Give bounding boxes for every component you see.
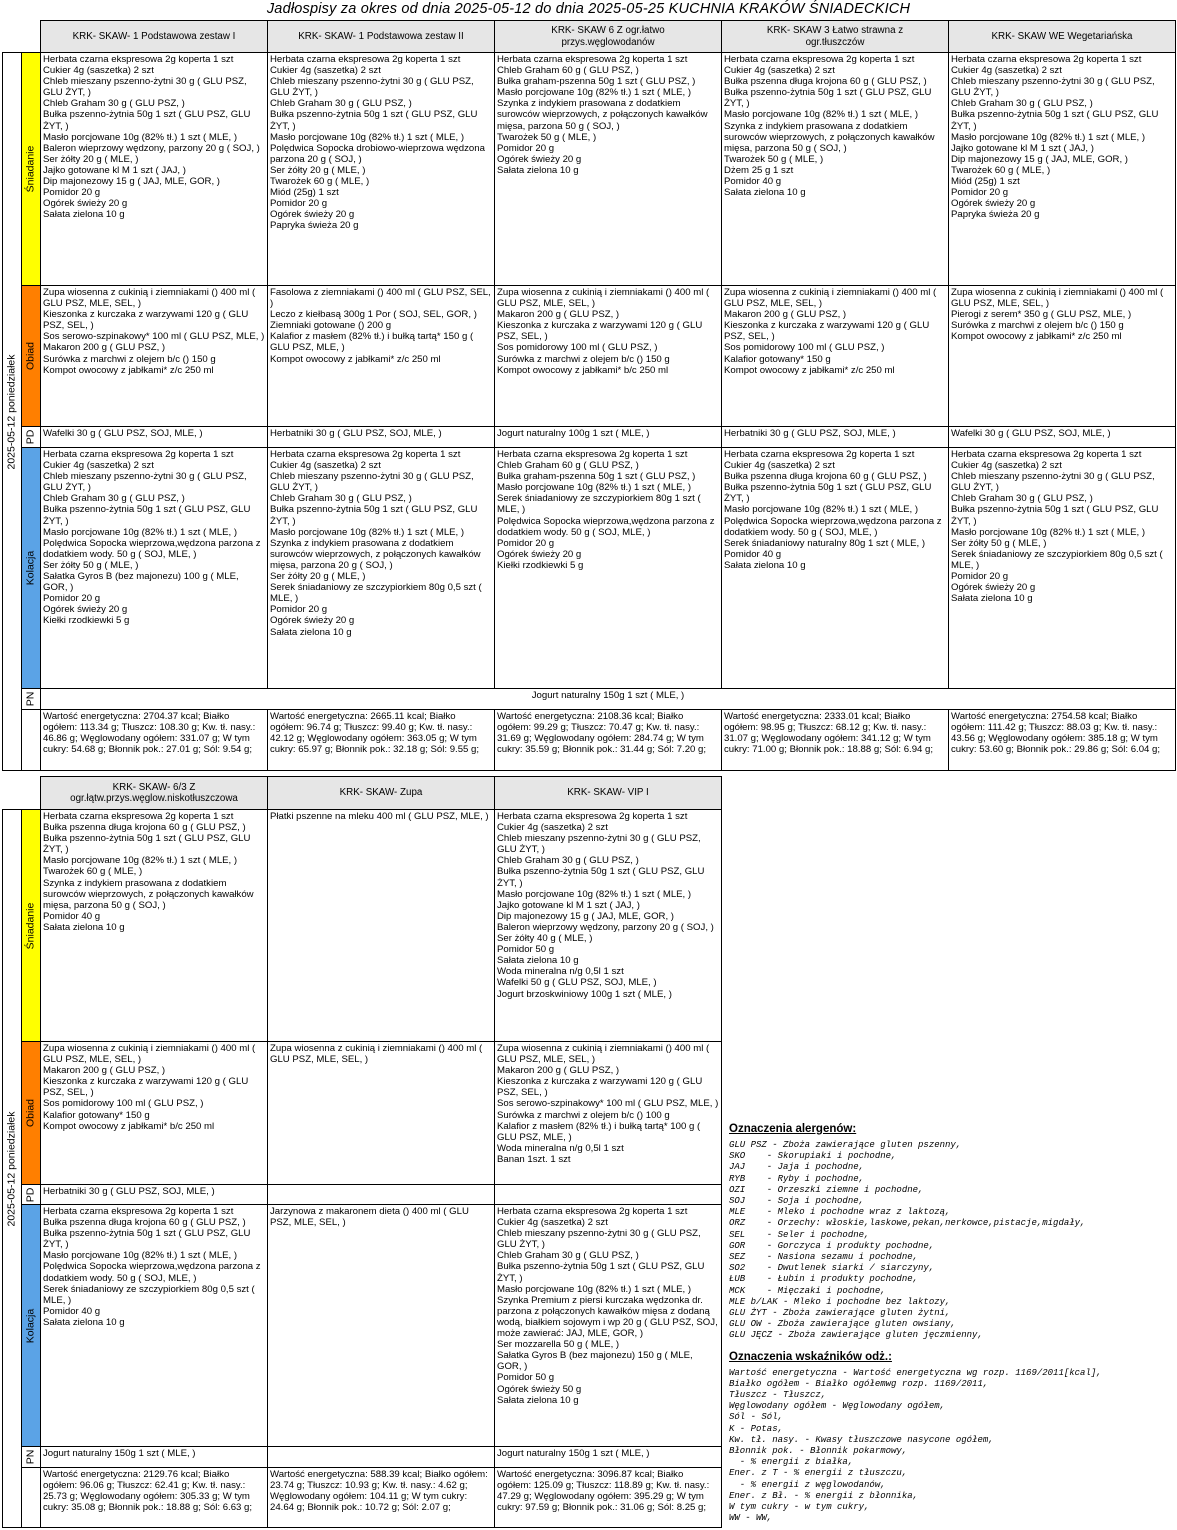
corner-blank xyxy=(3,21,41,53)
menu-cell: Herbata czarna ekspresowa 2g koperta 1 szt Cukier 4g (saszetka) 2 szt Chleb mieszany pszenno-żytni 30 g ( GLU PSZ, GLU ŻYT, ) Chleb Graham 30 g ( GLU PSZ, ) Bułka pszenno-żytnia 50g 1 szt ( GLU PSZ, GLU ŻYT, ) Masło porcjowane 10g (82% tł.) 1 szt ( MLE, ) Polędwica Sopocka drobiowo-wieprzowa wędzona parzona 20 g ( SOJ, ) Ser żółty 20 g ( MLE, ) Twarożek 60 g ( MLE, ) Miód (25g) 1 szt Pomidor 20 g Ogórek świeży 20 g Papryka świeża 20 g xyxy=(268,53,495,286)
menu-cell: Jogurt naturalny 150g 1 szt ( MLE, ) xyxy=(41,1447,268,1468)
allergens-legend-title: Oznaczenia alergenów: xyxy=(729,1123,857,1135)
menu-cell xyxy=(268,1447,495,1468)
allergen-line: SO2 - Dwutlenek siarki / siarczyny, xyxy=(729,1263,935,1274)
menu-cell: Herbata czarna ekspresowa 2g koperta 1 szt Cukier 4g (saszetka) 2 szt Chleb mieszany pszenno-żytni 30 g ( GLU PSZ, GLU ŻYT, ) Chleb Graham 30 g ( GLU PSZ, ) Bułka pszenno-żytnia 50g 1 szt ( GLU PSZ, GLU ŻYT, ) Masło porcjowane 10g (82% tł.) 1 szt ( MLE, ) Baleron wieprzowy wędzony, parzony 20 g ( SOJ, ) Ser żółty 20 g ( MLE, ) Jajko gotowane kl M 1 szt ( JAJ, ) Dip majonezowy 15 g ( JAJ, MLE, GOR, ) Pomidor 20 g Ogórek świeży 20 g Sałata zielona 10 g xyxy=(41,53,268,286)
diet-header: KRK- SKAW- VIP I xyxy=(495,777,722,810)
menu-cell: Zupa wiosenna z cukinią i ziemniakami () 400 ml ( GLU PSZ, MLE, SEL, ) Makaron 200 g ( GLU PSZ, ) Kieszonka z kurczaka z warzywami 120 g ( GLU PSZ, SEL, ) Sos pomidorowy 100 ml ( GLU PSZ, ) Surówka z marchwi z olejem b/c () 150 g Kompot owocowy z jabłkami* b/c 250 ml xyxy=(495,286,722,427)
corner-blank xyxy=(3,777,41,810)
allergen-line: MLE - Mleko i pochodne wraz z laktozą, xyxy=(729,1207,951,1218)
meal-label-dinner: Kolacja xyxy=(22,448,41,689)
allergen-line: GLU PSZ - Zboża zawierające gluten pszenny, xyxy=(729,1140,962,1150)
diet-header: KRK- SKAW- 1 Podstawowa zestaw I xyxy=(41,21,268,53)
diet-header: KRK- SKAW- 6/3 Z ogr.łątw.przys.węglow.niskotłuszczowa xyxy=(41,777,268,810)
menu-cell: Zupa wiosenna z cukinią i ziemniakami () 400 ml ( GLU PSZ, MLE, SEL, ) Makaron 200 g ( GLU PSZ, ) Kieszonka z kurczaka z warzywami 120 g ( GLU PSZ, SEL, ) Sos serowo-szpinakowy* 100 ml ( GLU PSZ, MLE, ) Surówka z marchwi z olejem b/c () 100 g Kalafior z masłem (82% tł.) i bułką tartą* 100 g ( GLU PSZ, MLE, ) Woda mineralna n/g 0,5l 1 szt Banan 1szt. 1 szt xyxy=(495,1042,722,1185)
menu-table-block-1 xyxy=(2,20,1176,771)
allergen-line: SKO - Skorupiaki i pochodne, xyxy=(729,1151,897,1162)
meal-label-pn: PN xyxy=(22,1447,41,1468)
menu-cell: Jogurt naturalny 150g 1 szt ( MLE, ) xyxy=(495,1447,722,1468)
nutrition-summary: Wartość energetyczna: 2108.36 kcal; Białko ogółem: 99.29 g; Tłuszcz: 70.47 g; Kw. tł. nasy.: 31.69 g; Węglowodany ogółem: 284.74 g; W tym cukry: 35.59 g; Błonnik pok.: 31.44 g; Sól: 7.20 g; xyxy=(495,710,722,771)
allergen-line: RYB - Ryby i pochodne, xyxy=(729,1173,865,1184)
allergen-line: GLU OW - Zboża zawierające gluten owsiany, xyxy=(729,1319,956,1330)
meal-label-pn: PN xyxy=(22,689,41,710)
menu-cell: Płatki pszenne na mleku 400 ml ( GLU PSZ, MLE, ) xyxy=(268,810,495,1042)
allergen-line: GLU JĘCZ - Zboża zawierające gluten jęczmienny, xyxy=(729,1330,983,1341)
allergen-line: ORZ - Orzechy: włoskie,laskowe,pekan,nerkowce,pistacje,migdały, xyxy=(729,1218,1086,1229)
nutri-line: Węglowodany ogółem - Węglowodany ogółem, xyxy=(729,1401,946,1412)
nutrition-label-blank xyxy=(22,1468,41,1528)
meal-label-breakfast: Śniadanie xyxy=(22,810,41,1042)
nutrition-summary: Wartość energetyczna: 2129.76 kcal; Białko ogółem: 96.06 g; Tłuszcz: 62.41 g; Kw. tł. nasy.: 25.73 g; Węglowodany ogółem: 305.33 g; W tym cukry: 35.08 g; Błonnik pok.: 18.88 g; Sól: 6.63 g; xyxy=(41,1468,268,1528)
nutri-line: Ener. z Bł. - % energii z błonnika, xyxy=(729,1490,919,1501)
nutrition-legend-list xyxy=(729,1368,1174,1525)
nutri-line: - % energii z białka, xyxy=(729,1457,854,1468)
allergen-line: JAJ - Jaja i pochodne, xyxy=(729,1162,865,1173)
nutrition-legend-title: Oznaczenia wskaźników odż.: xyxy=(729,1350,892,1363)
meal-label-breakfast: Śniadanie xyxy=(22,53,41,286)
nutri-line: K - Potas, xyxy=(729,1423,784,1434)
nutri-line: Sól - Sól, xyxy=(729,1412,784,1423)
menu-cell: Jogurt naturalny 100g 1 szt ( MLE, ) xyxy=(495,427,722,448)
nutrition-summary: Wartość energetyczna: 2754.58 kcal; Białko ogółem: 111.42 g; Tłuszcz: 88.03 g; Kw. tł. nasy.: 43.56 g; Węglowodany ogółem: 385.18 g; W tym cukry: 53.60 g; Błonnik pok.: 29.86 g; Sól: 6.04 g; xyxy=(949,710,1176,771)
allergen-line: MLE b/LAK - Mleko i pochodne bez laktozy, xyxy=(729,1296,951,1307)
nutri-line: - % energii z węglowodanów, xyxy=(729,1479,886,1490)
menu-cell: Herbatniki 30 g ( GLU PSZ, SOJ, MLE, ) xyxy=(41,1185,268,1205)
nutrition-summary: Wartość energetyczna: 2704.37 kcal; Białko ogółem: 113.34 g; Tłuszcz: 108.30 g; Kw. tł. nasy.: 46.86 g; Węglowodany ogółem: 331.07 g; W tym cukry: 54.68 g; Błonnik pok.: 27.01 g; Sól: 9.54 g; xyxy=(41,710,268,771)
menu-cell: Herbata czarna ekspresowa 2g koperta 1 szt Chleb Graham 60 g ( GLU PSZ, ) Bułka graham-pszenna 50g 1 szt ( GLU PSZ, ) Masło porcjowane 10g (82% tł.) 1 szt ( MLE, ) Serek śniadaniowy ze szczypiorkiem 80g 1 szt ( MLE, ) Polędwica Sopocka wieprzowa,wędzona parzona z dodatkiem wody. 50 g ( SOJ, MLE, ) Pomidor 20 g Ogórek świeży 20 g Kiełki rzodkiewki 5 g xyxy=(495,448,722,689)
nutrition-summary: Wartość energetyczna: 3096.87 kcal; Białko ogółem: 125.09 g; Tłuszcz: 118.89 g; Kw. tł. nasy.: 47.29 g; Węglowodany ogółem: 395.29 g; W tym cukry: 97.59 g; Błonnik pok.: 31.06 g; Sól: 8.25 g; xyxy=(495,1468,722,1528)
meal-label-lunch: Obiad xyxy=(22,1042,41,1185)
menu-cell: Herbata czarna ekspresowa 2g koperta 1 szt Cukier 4g (saszetka) 2 szt Chleb mieszany pszenno-żytni 30 g ( GLU PSZ, GLU ŻYT, ) Chleb Graham 30 g ( GLU PSZ, ) Bułka pszenno-żytnia 50g 1 szt ( GLU PSZ, GLU ŻYT, ) Masło porcjowane 10g (82% tł.) 1 szt ( MLE, ) Polędwica Sopocka wieprzowa,wędzona parzona z dodatkiem wody. 50 g ( SOJ, MLE, ) Ser żółty 50 g ( MLE, ) Sałatka Gyros B (bez majonezu) 100 g ( MLE, GOR, ) Pomidor 20 g Ogórek świeży 20 g Kiełki rzodkiewki 5 g xyxy=(41,448,268,689)
menu-cell: Herbata czarna ekspresowa 2g koperta 1 szt Cukier 4g (saszetka) 2 szt Bułka pszenna długa krojona 60 g ( GLU PSZ, ) Bułka pszenno-żytnia 50g 1 szt ( GLU PSZ, GLU ŻYT, ) Masło porcjowane 10g (82% tł.) 1 szt ( MLE, ) Polędwica Sopocka wieprzowa,wędzona parzona z dodatkiem wody. 50 g ( SOJ, MLE, ) Serek śniadaniowy naturalny 80g 1 szt ( MLE, ) Pomidor 40 g Sałata zielona 10 g xyxy=(722,448,949,689)
allergen-line: SEL - Seler i pochodne, xyxy=(729,1229,870,1240)
diet-header: KRK- SKAW WE Wegetariańska xyxy=(949,21,1176,53)
nutri-line: W tym cukry - w tym cukry, xyxy=(729,1502,870,1513)
nutrition-label-blank xyxy=(22,710,41,771)
menu-cell: Herbata czarna ekspresowa 2g koperta 1 szt Cukier 4g (saszetka) 2 szt Chleb mieszany pszenno-żytni 30 g ( GLU PSZ, GLU ŻYT, ) Chleb Graham 30 g ( GLU PSZ, ) Bułka pszenno-żytnia 50g 1 szt ( GLU PSZ, GLU ŻYT, ) Masło porcjowane 10g (82% tł.) 1 szt ( MLE, ) Jajko gotowane kl M 1 szt ( JAJ, ) Dip majonezowy 15 g ( JAJ, MLE, GOR, ) Baleron wieprzowy wędzony, parzony 20 g ( SOJ, ) Ser żółty 40 g ( MLE, ) Pomidor 50 g Sałata zielona 10 g Woda mineralna n/g 0,5l 1 szt Wafelki 50 g ( GLU PSZ, SOJ, MLE, ) Jogurt brzoskwiniowy 100g 1 szt ( MLE, ) xyxy=(495,810,722,1042)
menu-cell: Zupa wiosenna z cukinią i ziemniakami () 400 ml ( GLU PSZ, MLE, SEL, ) Makaron 200 g ( GLU PSZ, ) Kieszonka z kurczaka z warzywami 120 g ( GLU PSZ, SEL, ) Sos pomidorowy 100 ml ( GLU PSZ, ) Kalafior gotowany* 150 g Kompot owocowy z jabłkami* z/c 250 ml xyxy=(722,286,949,427)
allergen-line: MCK - Mięczaki i pochodne, xyxy=(729,1285,886,1296)
allergen-line: SOJ - Soja i pochodne, xyxy=(729,1196,865,1207)
diet-header: KRK- SKAW 3 Łatwo strawna z ogr.tłuszczów xyxy=(722,21,949,53)
menu-cell: Fasolowa z ziemniakami () 400 ml ( GLU PSZ, SEL, ) Leczo z kiełbasą 300g 1 Por ( SOJ, SEL, GOR, ) Ziemniaki gotowane () 200 g Kalafior z masłem (82% tł.) i bułką tartą* 150 g ( GLU PSZ, MLE, ) Kompot owocowy z jabłkami* z/c 250 ml xyxy=(268,286,495,427)
page-title: Jadłospisy za okres od dnia 2025-05-12 do dnia 2025-05-25 KUCHNIA KRAKÓW ŚNIADECKICH xyxy=(266,1,911,17)
meal-label-pd: PD xyxy=(22,1185,41,1205)
menu-cell: Wafelki 30 g ( GLU PSZ, SOJ, MLE, ) xyxy=(41,427,268,448)
allergens-legend-list xyxy=(729,1140,1174,1342)
nutri-line: WW - WW, xyxy=(729,1513,773,1524)
menu-cell xyxy=(495,1185,722,1205)
menu-table-block-2 xyxy=(2,776,722,1528)
diet-header: KRK- SKAW- Zupa xyxy=(268,777,495,810)
nutri-line: Tłuszcz - Tłuszcz, xyxy=(729,1390,827,1401)
nutrition-summary: Wartość energetyczna: 2333.01 kcal; Białko ogółem: 98.95 g; Tłuszcz: 68.12 g; Kw. tł. nasy.: 31.07 g; Węglowodany ogółem: 341.12 g; W tym cukry: 71.00 g; Błonnik pok.: 18.88 g; Sól: 6.94 g; xyxy=(722,710,949,771)
meal-label-pd: PD xyxy=(22,427,41,448)
allergen-line: OZI - Orzeszki ziemne i pochodne, xyxy=(729,1184,924,1195)
menu-cell: Herbata czarna ekspresowa 2g koperta 1 szt Cukier 4g (saszetka) 2 szt Chleb mieszany pszenno-żytni 30 g ( GLU PSZ, GLU ŻYT, ) Chleb Graham 30 g ( GLU PSZ, ) Bułka pszenno-żytnia 50g 1 szt ( GLU PSZ, GLU ŻYT, ) Masło porcjowane 10g (82% tł.) 1 szt ( MLE, ) Jajko gotowane kl M 1 szt ( JAJ, ) Dip majonezowy 15 g ( JAJ, MLE, GOR, ) Twarożek 60 g ( MLE, ) Miód (25g) 1 szt Pomidor 20 g Ogórek świeży 20 g Papryka świeża 20 g xyxy=(949,53,1176,286)
menu-cell: Herbata czarna ekspresowa 2g koperta 1 szt Cukier 4g (saszetka) 2 szt Chleb mieszany pszenno-żytni 30 g ( GLU PSZ, GLU ŻYT, ) Chleb Graham 30 g ( GLU PSZ, ) Bułka pszenno-żytnia 50g 1 szt ( GLU PSZ, GLU ŻYT, ) Masło porcjowane 10g (82% tł.) 1 szt ( MLE, ) Szynka z indykiem prasowana z dodatkiem surowców wieprzowych, z połączonych kawałków mięsa, parzona 20 g ( SOJ, ) Ser żółty 20 g ( MLE, ) Serek śniadaniowy ze szczypiorkiem 80g 0,5 szt ( MLE, ) Pomidor 20 g Ogórek świeży 20 g Sałata zielona 10 g xyxy=(268,448,495,689)
menu-cell: Zupa wiosenna z cukinią i ziemniakami () 400 ml ( GLU PSZ, MLE, SEL, ) Pierogi z serem* 350 g ( GLU PSZ, MLE, ) Surówka z marchwi z olejem b/c () 150 g Kompot owocowy z jabłkami* z/c 250 ml xyxy=(949,286,1176,427)
menu-cell: Herbatniki 30 g ( GLU PSZ, SOJ, MLE, ) xyxy=(722,427,949,448)
nutri-line: Błonnik pok. - Błonnik pokarmowy, xyxy=(729,1446,908,1457)
diet-header: KRK- SKAW- 1 Podstawowa zestaw II xyxy=(268,21,495,53)
nutri-line: Kw. tł. nasy. - Kwasy tłuszczowe nasycone ogółem, xyxy=(729,1434,994,1445)
menu-cell: Zupa wiosenna z cukinią i ziemniakami () 400 ml ( GLU PSZ, MLE, SEL, ) Kieszonka z kurczaka z warzywami 120 g ( GLU PSZ, SEL, ) Sos serowo-szpinakowy* 100 ml ( GLU PSZ, MLE, ) Makaron 200 g ( GLU PSZ, ) Surówka z marchwi z olejem b/c () 150 g Kompot owocowy z jabłkami* z/c 250 ml xyxy=(41,286,268,427)
menu-cell: Zupa wiosenna z cukinią i ziemniakami () 400 ml ( GLU PSZ, MLE, SEL, ) xyxy=(268,1042,495,1185)
allergen-line: SEZ - Nasiona sezamu i pochodne, xyxy=(729,1252,919,1263)
nutrition-summary: Wartość energetyczna: 2665.11 kcal; Białko ogółem: 96.74 g; Tłuszcz: 99.40 g; Kw. tł. nasy.: 42.12 g; Węglowodany ogółem: 363.05 g; W tym cukry: 65.97 g; Błonnik pok.: 32.18 g; Sól: 9.55 g; xyxy=(268,710,495,771)
nutrition-summary: Wartość energetyczna: 588.39 kcal; Białko ogółem: 23.74 g; Tłuszcz: 10.93 g; Kw. tł. nasy.: 4.62 g; Węglowodany ogółem: 104.11 g; W tym cukry: 24.64 g; Błonnik pok.: 10.72 g; Sól: 2.07 g; xyxy=(268,1468,495,1528)
nutri-line: Wartość energetyczna - Wartość energetyczna wg rozp. 1169/2011[kcal], xyxy=(729,1367,1102,1378)
menu-cell: Herbata czarna ekspresowa 2g koperta 1 szt Cukier 4g (saszetka) 2 szt Bułka pszenna długa krojona 60 g ( GLU PSZ, ) Bułka pszenno-żytnia 50g 1 szt ( GLU PSZ, GLU ŻYT, ) Masło porcjowane 10g (82% tł.) 1 szt ( MLE, ) Szynka z indykiem prasowana z dodatkiem surowców wieprzowych, z połączonych kawałków mięsa, parzona 50 g ( SOJ, ) Twarożek 50 g ( MLE, ) Dżem 25 g 1 szt Pomidor 40 g Sałata zielona 10 g xyxy=(722,53,949,286)
menu-cell: Herbatniki 30 g ( GLU PSZ, SOJ, MLE, ) xyxy=(268,427,495,448)
nutri-line: Ener. z T - % energii z tłuszczu, xyxy=(729,1468,908,1479)
diet-header: KRK- SKAW 6 Z ogr.łatwo przys.węglowodanów xyxy=(495,21,722,53)
menu-cell: Wafelki 30 g ( GLU PSZ, SOJ, MLE, ) xyxy=(949,427,1176,448)
menu-cell: Herbata czarna ekspresowa 2g koperta 1 szt Chleb Graham 60 g ( GLU PSZ, ) Bułka graham-pszenna 50g 1 szt ( GLU PSZ, ) Masło porcjowane 10g (82% tł.) 1 szt ( MLE, ) Szynka z indykiem prasowana z dodatkiem surowców wieprzowych, z połączonych kawałków mięsa, parzona 50 g ( SOJ, ) Twarożek 50 g ( MLE, ) Pomidor 20 g Ogórek świeży 20 g Sałata zielona 10 g xyxy=(495,53,722,286)
menu-cell: Herbata czarna ekspresowa 2g koperta 1 szt Bułka pszenna długa krojona 60 g ( GLU PSZ, ) Bułka pszenno-żytnia 50g 1 szt ( GLU PSZ, GLU ŻYT, ) Masło porcjowane 10g (82% tł.) 1 szt ( MLE, ) Twarożek 60 g ( MLE, ) Szynka z indykiem prasowana z dodatkiem surowców wieprzowych, z połączonych kawałków mięsa, parzona 50 g ( SOJ, ) Pomidor 40 g Sałata zielona 10 g xyxy=(41,810,268,1042)
nutri-line: Białko ogółem - Białko ogółemwg rozp. 1169/2011, xyxy=(729,1378,989,1389)
date-label: 2025-05-12 poniedziałek xyxy=(3,53,22,771)
menu-cell: Herbata czarna ekspresowa 2g koperta 1 szt Cukier 4g (saszetka) 2 szt Chleb mieszany pszenno-żytni 30 g ( GLU PSZ, GLU ŻYT, ) Chleb Graham 30 g ( GLU PSZ, ) Bułka pszenno-żytnia 50g 1 szt ( GLU PSZ, GLU ŻYT, ) Masło porcjowane 10g (82% tł.) 1 szt ( MLE, ) Ser żółty 50 g ( MLE, ) Serek śniadaniowy ze szczypiorkiem 80g 0,5 szt ( MLE, ) Pomidor 20 g Ogórek świeży 20 g Sałata zielona 10 g xyxy=(949,448,1176,689)
legend xyxy=(729,1122,1174,1525)
menu-cell: Jarzynowa z makaronem dieta () 400 ml ( GLU PSZ, MLE, SEL, ) xyxy=(268,1205,495,1447)
meal-label-dinner: Kolacja xyxy=(22,1205,41,1447)
menu-cell: Jogurt naturalny 150g 1 szt ( MLE, ) xyxy=(41,689,1176,710)
menu-cell xyxy=(268,1185,495,1205)
allergen-line: GLU ŻYT - Zboża zawierające gluten żytni, xyxy=(729,1308,951,1319)
date-label: 2025-05-12 poniedziałek xyxy=(3,810,22,1528)
menu-cell: Herbata czarna ekspresowa 2g koperta 1 szt Cukier 4g (saszetka) 2 szt Chleb mieszany pszenno-żytni 30 g ( GLU PSZ, GLU ŻYT, ) Chleb Graham 30 g ( GLU PSZ, ) Bułka pszenno-żytnia 50g 1 szt ( GLU PSZ, GLU ŻYT, ) Masło porcjowane 10g (82% tł.) 1 szt ( MLE, ) Szynka Premium z piersi kurczaka wędzonka dr. parzona z połączonych kawałków mięsa z dodaną wodą, białkiem sojowym i wp 20 g ( GLU PSZ, SOJ, może zawierać: JAJ, MLE, GOR, ) Ser mozzarella 50 g ( MLE, ) Sałatka Gyros B (bez majonezu) 150 g ( MLE, GOR, ) Pomidor 50 g Ogórek świeży 50 g Sałata zielona 10 g xyxy=(495,1205,722,1447)
menu-cell: Zupa wiosenna z cukinią i ziemniakami () 400 ml ( GLU PSZ, MLE, SEL, ) Makaron 200 g ( GLU PSZ, ) Kieszonka z kurczaka z warzywami 120 g ( GLU PSZ, SEL, ) Sos pomidorowy 100 ml ( GLU PSZ, ) Kalafior gotowany* 150 g Kompot owocowy z jabłkami* b/c 250 ml xyxy=(41,1042,268,1185)
allergen-line: GOR - Gorczyca i produkty pochodne, xyxy=(729,1240,935,1251)
meal-label-lunch: Obiad xyxy=(22,286,41,427)
allergen-line: ŁUB - Łubin i produkty pochodne, xyxy=(729,1274,919,1285)
menu-cell: Herbata czarna ekspresowa 2g koperta 1 szt Bułka pszenna długa krojona 60 g ( GLU PSZ, ) Bułka pszenno-żytnia 50g 1 szt ( GLU PSZ, GLU ŻYT, ) Masło porcjowane 10g (82% tł.) 1 szt ( MLE, ) Polędwica Sopocka wieprzowa,wędzona parzona z dodatkiem wody. 50 g ( SOJ, MLE, ) Serek śniadaniowy ze szczypiorkiem 80g 0,5 szt ( MLE, ) Pomidor 40 g Sałata zielona 10 g xyxy=(41,1205,268,1447)
